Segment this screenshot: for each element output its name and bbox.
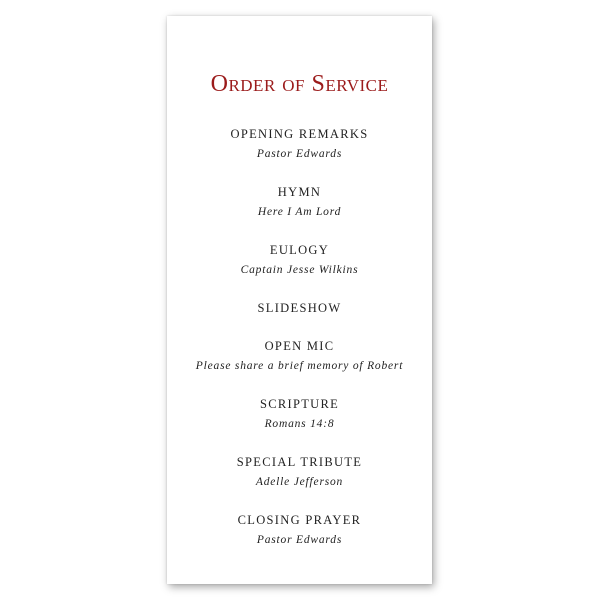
item-title: HYMN (277, 185, 322, 199)
item-subtitle: Adelle Jefferson (255, 476, 344, 488)
item-subtitle: Pastor Edwards (256, 534, 343, 546)
list-item (167, 126, 432, 166)
list-item (167, 300, 432, 340)
list-item (167, 512, 432, 552)
item-subtitle: Please share a brief memory of Robert (195, 360, 404, 372)
item-subtitle: Pastor Edwards (256, 148, 343, 160)
item-title: OPENING REMARKS (230, 127, 369, 141)
item-title: SPECIAL TRIBUTE (236, 455, 363, 469)
list-item (167, 184, 432, 224)
item-subtitle: Here I Am Lord (257, 206, 342, 218)
item-subtitle: Captain Jesse Wilkins (240, 264, 359, 276)
program-card (167, 16, 432, 584)
item-title: CLOSING PRAYER (237, 513, 362, 527)
list-item (167, 242, 432, 282)
item-title: OPEN MIC (264, 339, 335, 353)
item-title: SLIDESHOW (257, 301, 342, 315)
page-title: Order of Service (210, 71, 389, 97)
item-title: EULOGY (269, 243, 330, 257)
list-item (167, 454, 432, 494)
item-subtitle: Romans 14:8 (264, 418, 335, 430)
list-item (167, 396, 432, 436)
item-title: SCRIPTURE (259, 397, 340, 411)
list-item (167, 338, 432, 378)
